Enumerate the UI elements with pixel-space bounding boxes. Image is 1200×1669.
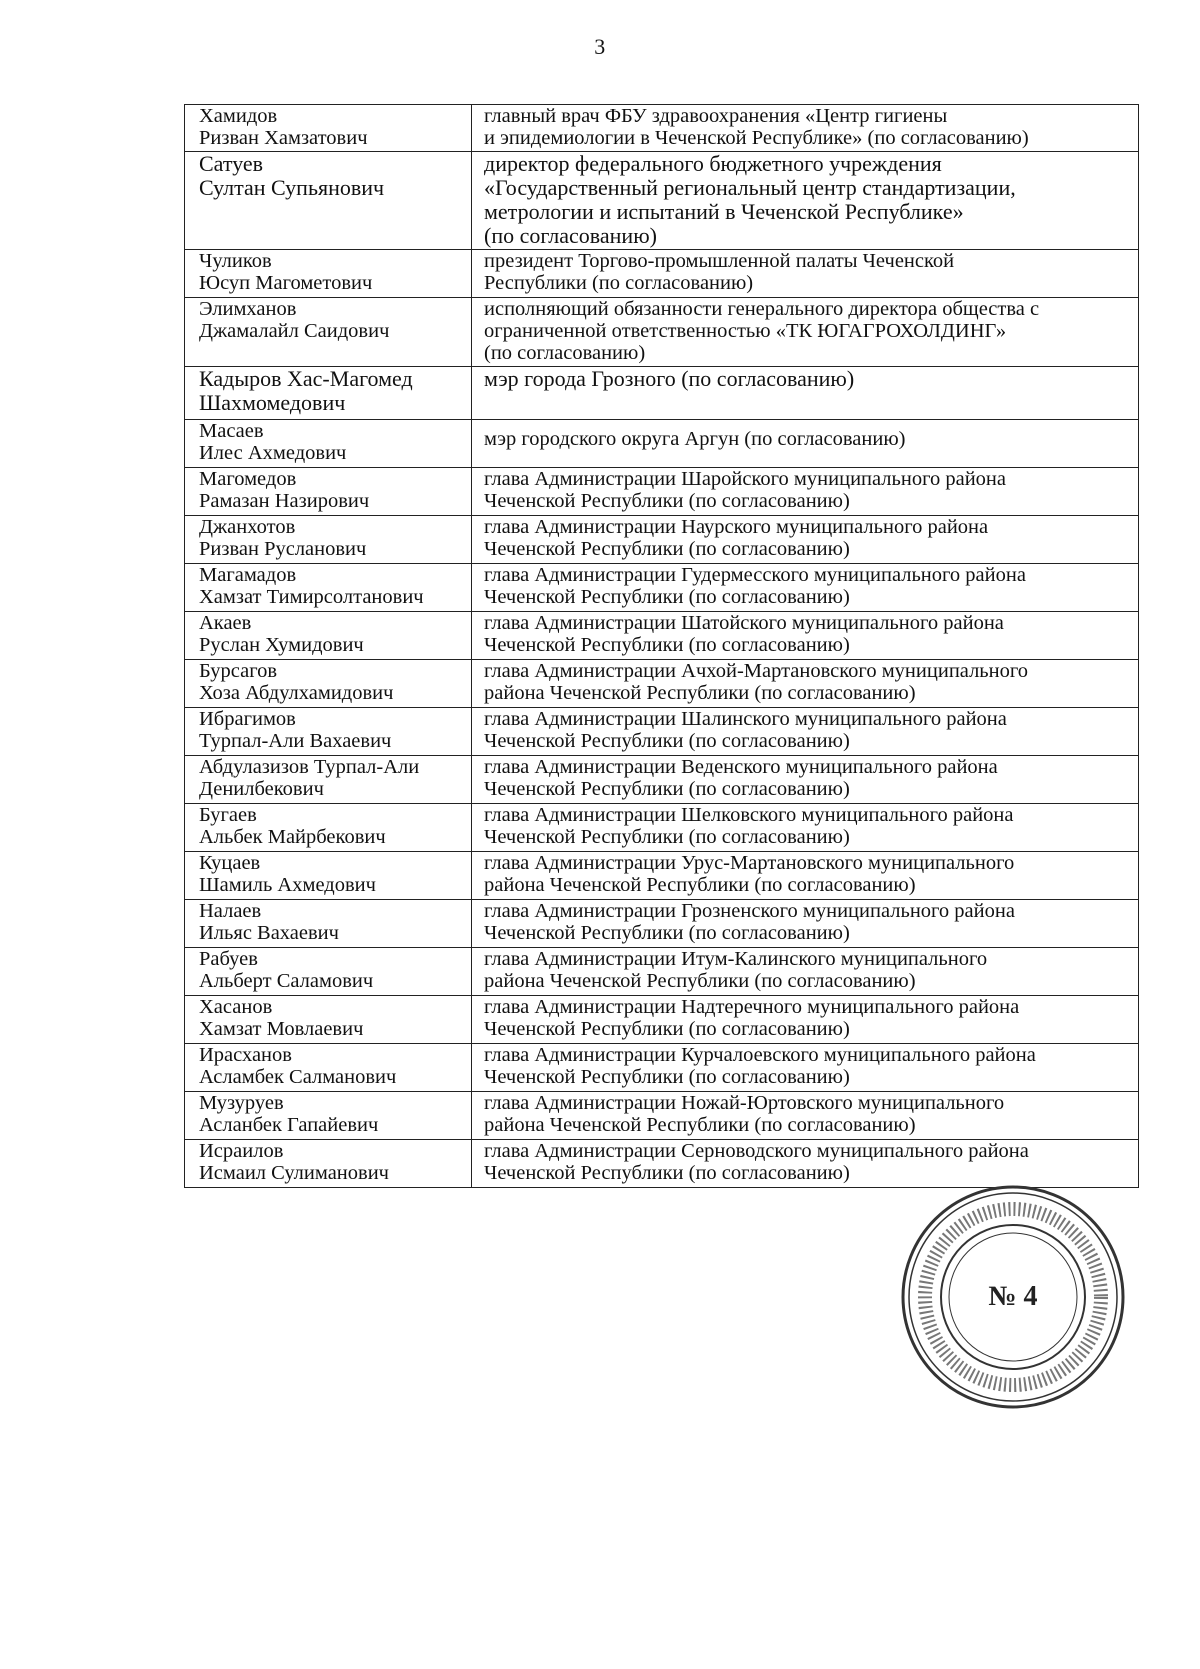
member-role: глава Администрации Шелковского муниципального района Чеченской Республики (по согласованию) [472,804,1139,852]
member-role: глава Администрации Шалинского муниципального района Чеченской Республики (по согласованию) [472,708,1139,756]
table-row [185,756,1139,804]
table-row [185,996,1139,1044]
official-seal [898,1182,1128,1412]
member-name: Джанхотов Ризван Русланович [185,516,472,564]
table-row [185,900,1139,948]
member-role: мэр города Грозного (по согласованию) [472,367,1139,420]
table-row [185,367,1139,420]
table-row [185,420,1139,468]
member-role: глава Администрации Веденского муниципального района Чеченской Республики (по согласованию) [472,756,1139,804]
member-name: Кадыров Хас-Магомед Шахмомедович [185,367,472,420]
member-role: глава Администрации Ножай-Юртовского муниципального района Чеченской Республики (по согласованию) [472,1092,1139,1140]
member-name: Бугаев Альбек Майрбекович [185,804,472,852]
page-number: 3 [594,34,606,59]
member-name: Ибрагимов Турпал-Али Вахаевич [185,708,472,756]
member-name: Хасанов Хамзат Мовлаевич [185,996,472,1044]
member-role: глава Администрации Наурского муниципального района Чеченской Республики (по согласованию) [472,516,1139,564]
member-name: Абдулазизов Турпал-Али Денилбекович [185,756,472,804]
member-role: исполняющий обязанности генерального директора общества с ограниченной ответственностью «ТК ЮГАГРОХОЛДИНГ» (по согласованию) [472,298,1139,367]
table-row [185,948,1139,996]
member-name: Акаев Руслан Хумидович [185,612,472,660]
table-row [185,516,1139,564]
members-table [184,104,1139,1188]
table-row [185,612,1139,660]
member-name: Магамадов Хамзат Тимирсолтанович [185,564,472,612]
member-name: Бурсагов Хоза Абдулхамидович [185,660,472,708]
seal-number: № 4 [988,1281,1038,1312]
table-row [185,152,1139,250]
member-role: глава Администрации Гудермесского муниципального района Чеченской Республики (по согласованию) [472,564,1139,612]
table-row [185,468,1139,516]
table-row [185,1140,1139,1188]
table-row [185,804,1139,852]
table-row [185,852,1139,900]
member-name: Магомедов Рамазан Назирович [185,468,472,516]
member-name: Ирасханов Асламбек Салманович [185,1044,472,1092]
member-role: глава Администрации Грозненского муниципального района Чеченской Республики (по согласованию) [472,900,1139,948]
table-row [185,298,1139,367]
member-role: глава Администрации Шатойского муниципального района Чеченской Республики (по согласованию) [472,612,1139,660]
member-name: Исраилов Исмаил Сулиманович [185,1140,472,1188]
member-role: президент Торгово-промышленной палаты Чеченской Республики (по согласованию) [472,250,1139,298]
member-role: глава Администрации Курчалоевского муниципального района Чеченской Республики (по согласованию) [472,1044,1139,1092]
member-role: директор федерального бюджетного учреждения «Государственный региональный центр стандартизации, метрологии и испытаний в Чеченской Республике» (по согласованию) [472,152,1139,250]
table-row [185,708,1139,756]
member-name: Элимханов Джамалайл Саидович [185,298,472,367]
member-role: глава Администрации Итум-Калинского муниципального района Чеченской Республики (по согласованию) [472,948,1139,996]
table-row [185,105,1139,152]
member-name: Сатуев Султан Супьянович [185,152,472,250]
member-name: Масаев Илес Ахмедович [185,420,472,468]
member-role: глава Администрации Серноводского муниципального района Чеченской Республики (по согласованию) [472,1140,1139,1188]
member-name: Хамидов Ризван Хамзатович [185,105,472,152]
table-row [185,250,1139,298]
table-row [185,1044,1139,1092]
member-name: Налаев Ильяс Вахаевич [185,900,472,948]
member-name: Куцаев Шамиль Ахмедович [185,852,472,900]
member-name: Музуруев Асланбек Гапайевич [185,1092,472,1140]
member-name: Чуликов Юсуп Магометович [185,250,472,298]
member-name: Рабуев Альберт Саламович [185,948,472,996]
member-role: мэр городского округа Аргун (по согласованию) [472,420,1139,468]
member-role: главный врач ФБУ здравоохранения «Центр гигиены и эпидемиологии в Чеченской Республике» (по согласованию) [472,105,1139,152]
member-role: глава Администрации Надтеречного муниципального района Чеченской Республики (по согласованию) [472,996,1139,1044]
member-role: глава Администрации Ачхой-Мартановского муниципального района Чеченской Республики (по согласованию) [472,660,1139,708]
table-row [185,660,1139,708]
member-role: глава Администрации Урус-Мартановского муниципального района Чеченской Республики (по согласованию) [472,852,1139,900]
table-row [185,1092,1139,1140]
member-role: глава Администрации Шаройского муниципального района Чеченской Республики (по согласованию) [472,468,1139,516]
table-row [185,564,1139,612]
